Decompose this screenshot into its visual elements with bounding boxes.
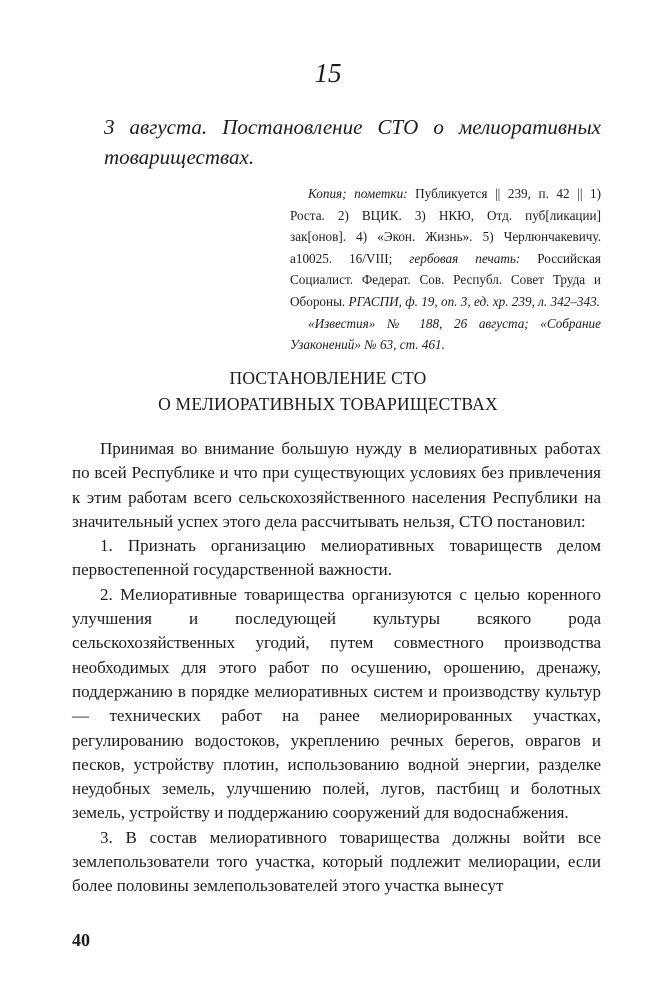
decree-preamble: Принимая во внимание большую нужду в мелиоративных работах по всей Республике и что при существующих условиях без привлечения к этим работам всего сельскохозяйственного населения Республики на значительный успех этого дела рассчитывать нельзя, СТО постановил:	[72, 439, 601, 531]
publication-reference: «Известия» № 188, 26 августа; «Собрание Узаконений» № 63, ст. 461.	[290, 315, 601, 353]
seal-label: гербовая печать:	[409, 250, 521, 266]
decree-heading-line-1: ПОСТАНОВЛЕНИЕ СТО	[229, 368, 427, 388]
decree-item-3: 3. В состав мелиоративного товарищества должны войти все землепользователи того участка, который подлежит мелиорации, если более половины землепользователей этого участка вынесут	[72, 827, 601, 896]
decree-body	[72, 437, 601, 899]
decree-heading	[0, 365, 656, 417]
document-number: 15	[314, 58, 342, 88]
archival-source-note	[290, 183, 601, 356]
archive-reference: РГАСПИ, ф. 19, оп. 3, ед. хр. 239, л. 342–343.	[348, 293, 600, 309]
seal-text: Российская Социалист. Федерат. Сов. Республ. Совет Труда и Обороны.	[290, 250, 602, 309]
copy-marks-label: Копия; пометки:	[308, 186, 408, 201]
copy-marks-text: Публикуется || 239, п. 42 || 1) Роста. 2) ВЦИК. 3) НКЮ, Отд. пуб[ликации] зак[онов]. 4) «Экон. Жизнь». 5) Черлюнчакевичу. а10025. 16/VIII;	[290, 186, 602, 266]
document-title: 3 августа. Постановление СТО о мелиоративных товариществах.	[104, 115, 601, 169]
page-number: 40	[72, 930, 90, 950]
decree-heading-line-2: О МЕЛИОРАТИВНЫХ ТОВАРИЩЕСТВАХ	[158, 394, 498, 414]
decree-item-1: 1. Признать организацию мелиоративных товариществ делом первостепенной государственной важности.	[72, 536, 601, 580]
decree-item-2: 2. Мелиоративные товарищества организуются с целью коренного улучшения и последующей культуры всякого рода сельскохозяйственных угодий, путем совместного производства необходимых для этого работ по осушению, орошению, дренажу, поддержанию в порядке мелиоративных систем и производству культур — технических работ на ранее мелиорированных участках, регулированию водостоков, укреплению речных берегов, оврагов и песков, устройству плотин, использованию водной энергии, разделке неудобных земель, улучшению полей, лугов, пастбищ и болотных земель, устройству и поддержанию сооружений для водоснабжения.	[72, 584, 601, 823]
